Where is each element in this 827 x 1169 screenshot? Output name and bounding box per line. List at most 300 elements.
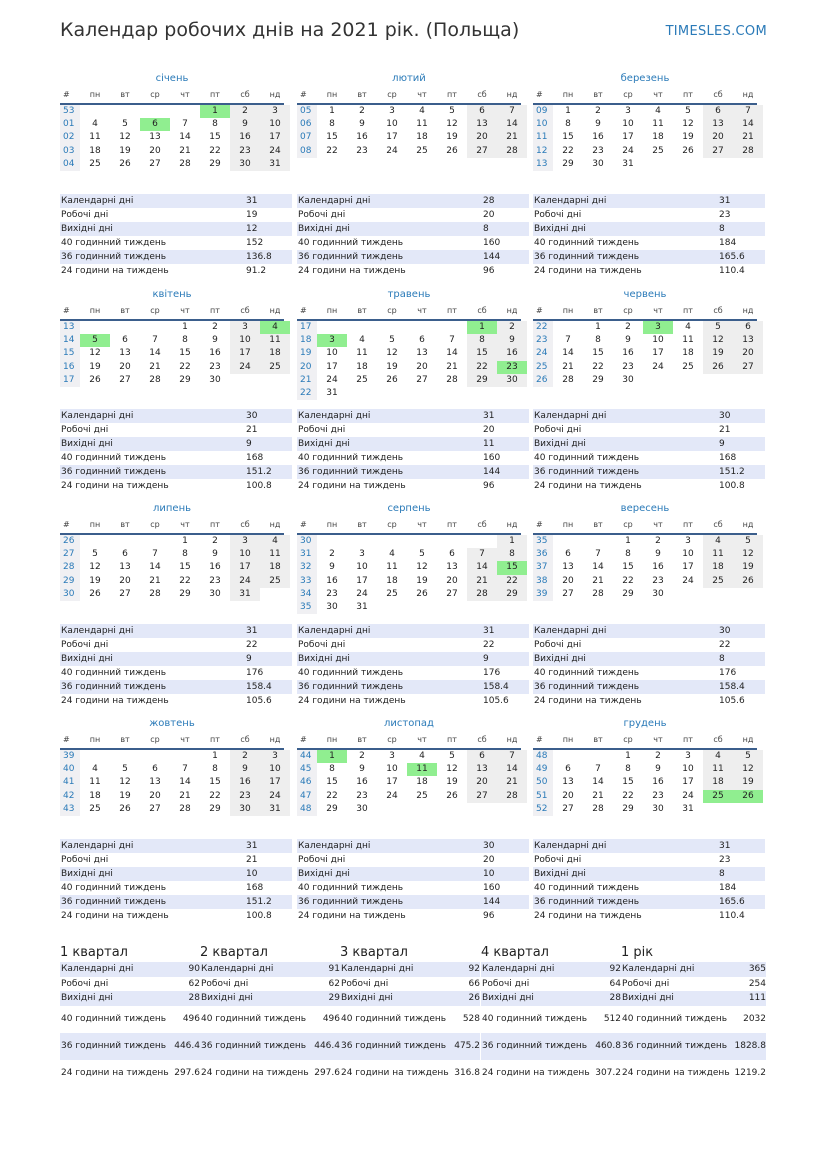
stat-label: Календарні дні <box>61 411 134 421</box>
stat-value: 158.4 <box>246 682 272 693</box>
day-cell: 7 <box>497 105 527 118</box>
day-cell: 9 <box>655 764 661 775</box>
stat-label: 40 годинний тиждень <box>298 238 404 249</box>
day-cell <box>377 601 407 614</box>
stat-value: 30 <box>719 411 731 421</box>
day-cell: 6 <box>733 321 763 334</box>
week-row <box>60 334 284 347</box>
day-cell: 25 <box>703 575 733 588</box>
weekday-label: сб <box>240 90 250 99</box>
quarter-row <box>481 962 621 977</box>
quarter-value: 2032 <box>743 1014 766 1024</box>
weekday-label: ср <box>623 306 633 315</box>
month-name: січень <box>155 73 189 84</box>
stat-row <box>297 264 529 278</box>
day-cell: 17 <box>260 131 290 144</box>
stat-label: Вихідні дні <box>61 224 113 235</box>
day-cell: 8 <box>625 549 631 560</box>
stat-value: 8 <box>719 654 725 665</box>
quarter-label: Вихідні дні <box>622 993 674 1004</box>
month-calendar <box>533 288 757 387</box>
week-number: 35 <box>297 601 317 614</box>
quarter-label: Вихідні дні <box>482 993 534 1004</box>
week-row <box>533 750 757 763</box>
week-number: 20 <box>297 361 317 374</box>
stat-value: 158.4 <box>719 682 745 693</box>
day-cell: 5 <box>733 535 763 548</box>
week-number: 11 <box>533 131 553 144</box>
stat-label: 36 годинний тиждень <box>298 467 404 478</box>
stat-row <box>60 881 292 895</box>
stat-value: 96 <box>483 911 495 922</box>
stat-value: 144 <box>483 467 501 478</box>
day-cell: 18 <box>89 790 101 801</box>
stat-value: 8 <box>719 869 725 880</box>
quarter-row <box>200 1033 340 1060</box>
quarter-value: 475.2 <box>454 1041 480 1051</box>
week-number: 27 <box>60 548 80 561</box>
day-cell: 8 <box>595 335 601 346</box>
week-number: 51 <box>533 790 553 803</box>
day-cell: 21 <box>149 361 161 372</box>
stat-label: Календарні дні <box>298 841 371 851</box>
stat-label: 36 годинний тиждень <box>61 897 167 908</box>
day-cell: 22 <box>326 145 338 156</box>
stat-row <box>60 867 292 881</box>
stat-label: Робочі дні <box>298 855 346 866</box>
day-cell: 12 <box>386 348 398 359</box>
quarter-label: Календарні дні <box>341 964 414 975</box>
quarter-row <box>60 1033 200 1060</box>
stat-row <box>60 236 292 250</box>
quarter-label: 24 години на тиждень <box>482 1068 590 1078</box>
day-cell: 6 <box>449 549 455 560</box>
weekday-label: # <box>536 306 543 315</box>
weekday-label: нд <box>269 520 281 529</box>
day-cell: 26 <box>446 790 458 801</box>
weekday-label: чт <box>653 735 663 744</box>
day-cell: 15 <box>562 132 574 143</box>
stat-row <box>533 479 765 493</box>
month-name: липень <box>152 503 191 514</box>
stat-value: 23 <box>719 855 731 866</box>
day-cell: 25 <box>356 374 368 385</box>
day-cell <box>733 588 763 601</box>
stat-row <box>297 437 529 451</box>
stat-label: Календарні дні <box>61 626 134 636</box>
stat-value: 105.6 <box>719 696 745 707</box>
stat-row <box>60 208 292 222</box>
day-cell: 2 <box>655 536 661 546</box>
stat-label: 40 годинний тиждень <box>298 668 404 679</box>
weekday-label: чт <box>417 520 427 529</box>
day-cell: 11 <box>416 119 428 130</box>
day-cell <box>317 535 347 548</box>
weekday-label: # <box>300 520 307 529</box>
day-cell: 11 <box>407 763 437 776</box>
weekday-label: # <box>536 520 543 529</box>
stat-row <box>533 208 765 222</box>
quarter-row <box>481 1060 621 1087</box>
stat-row <box>297 839 529 853</box>
day-cell: 9 <box>497 334 527 347</box>
day-cell: 28 <box>592 588 604 599</box>
quarter-label: Робочі дні <box>61 978 109 989</box>
stat-label: 24 години на тиждень <box>298 911 406 922</box>
stat-row <box>60 680 292 694</box>
site-link[interactable]: TIMESLES.COM <box>665 24 767 39</box>
day-cell: 27 <box>562 803 574 814</box>
week-number: 48 <box>533 750 553 763</box>
weekday-label: нд <box>742 90 754 99</box>
day-cell: 14 <box>446 348 458 359</box>
day-cell: 10 <box>356 562 368 573</box>
stat-label: Вихідні дні <box>298 654 350 665</box>
day-cell: 21 <box>149 575 161 586</box>
weekday-label: нд <box>269 90 281 99</box>
day-cell: 8 <box>212 119 218 130</box>
stat-label: Календарні дні <box>61 841 134 851</box>
day-cell <box>407 387 437 400</box>
day-cell: 11 <box>89 132 101 143</box>
day-cell <box>553 321 583 334</box>
day-cell: 3 <box>685 751 691 761</box>
day-cell: 22 <box>179 575 191 586</box>
quarter-row <box>60 962 200 977</box>
day-cell: 3 <box>230 321 260 334</box>
weekday-label: чт <box>417 735 427 744</box>
quarter-summary <box>340 944 480 1087</box>
day-cell: 21 <box>592 575 604 586</box>
day-cell <box>377 535 407 548</box>
day-cell: 27 <box>119 374 131 385</box>
day-cell: 25 <box>260 575 290 588</box>
quarter-row <box>60 977 200 992</box>
stat-value: 30 <box>719 626 731 636</box>
page-title: Календар робочих днів на 2021 рік. (Польща) <box>60 19 520 41</box>
week-row <box>297 321 521 334</box>
day-cell: 5 <box>685 106 691 116</box>
week-row <box>297 131 521 144</box>
stat-row <box>60 222 292 236</box>
day-cell: 27 <box>467 145 497 158</box>
week-row <box>533 776 757 789</box>
month-stats <box>60 194 292 279</box>
day-cell: 7 <box>497 750 527 763</box>
day-cell: 27 <box>149 158 161 169</box>
stat-label: Вихідні дні <box>61 654 113 665</box>
month-calendar <box>60 72 284 171</box>
stat-value: 151.2 <box>719 467 745 478</box>
day-cell: 13 <box>149 777 161 788</box>
week-number: 23 <box>533 334 553 347</box>
week-number: 08 <box>297 145 317 158</box>
weekday-label: чт <box>653 306 663 315</box>
day-cell: 3 <box>643 321 673 334</box>
day-cell: 30 <box>356 803 368 814</box>
day-cell: 8 <box>212 764 218 775</box>
weekday-label: нд <box>506 306 518 315</box>
stat-label: Календарні дні <box>61 196 134 206</box>
day-cell: 10 <box>386 764 398 775</box>
stat-value: 165.6 <box>719 897 745 908</box>
week-number: 39 <box>60 750 80 763</box>
stat-row <box>533 881 765 895</box>
quarter-value: 297.6 <box>174 1068 200 1078</box>
stat-value: 160 <box>483 883 501 894</box>
day-cell <box>467 535 497 548</box>
quarter-row <box>200 977 340 992</box>
day-cell: 22 <box>209 145 221 156</box>
weekday-label: пт <box>447 90 457 99</box>
weekday-label: нд <box>742 520 754 529</box>
quarter-value: 28 <box>188 993 200 1004</box>
day-cell: 31 <box>260 158 290 171</box>
day-cell: 1 <box>625 751 631 761</box>
day-cell: 7 <box>733 105 763 118</box>
day-cell: 9 <box>359 119 365 130</box>
day-cell: 26 <box>733 575 763 588</box>
stat-row <box>533 624 765 638</box>
day-cell: 4 <box>359 335 365 346</box>
day-cell: 8 <box>467 334 497 347</box>
day-cell: 13 <box>416 348 428 359</box>
stat-label: 36 годинний тиждень <box>298 252 404 263</box>
stat-label: Вихідні дні <box>298 869 350 880</box>
day-cell: 11 <box>356 348 368 359</box>
day-cell: 16 <box>622 348 634 359</box>
day-cell: 10 <box>386 119 398 130</box>
quarter-summary <box>621 944 766 1087</box>
stat-label: 40 годинний тиждень <box>534 883 640 894</box>
month-calendar <box>297 72 521 158</box>
stat-value: 96 <box>483 481 495 492</box>
quarter-row <box>340 1060 480 1087</box>
stat-value: 19 <box>246 210 258 221</box>
week-row <box>297 588 521 601</box>
stat-row <box>297 208 529 222</box>
weekday-label: сб <box>240 306 250 315</box>
day-cell: 4 <box>260 321 290 334</box>
quarter-value: 528 <box>462 1014 480 1024</box>
weekday-label: чт <box>417 90 427 99</box>
week-row <box>60 750 284 763</box>
day-cell: 27 <box>119 588 131 599</box>
weekday-label: сб <box>713 90 723 99</box>
stat-row <box>60 423 292 437</box>
day-cell: 18 <box>89 145 101 156</box>
day-cell: 7 <box>595 764 601 775</box>
week-number: 49 <box>533 763 553 776</box>
week-row <box>60 118 284 131</box>
week-row <box>533 763 757 776</box>
day-cell <box>407 321 437 334</box>
week-number: 04 <box>60 158 80 171</box>
week-number: 15 <box>60 347 80 360</box>
day-cell: 29 <box>622 803 634 814</box>
stat-row <box>60 437 292 451</box>
day-cell: 16 <box>209 562 221 573</box>
stat-value: 30 <box>246 411 258 421</box>
day-cell: 18 <box>416 777 428 788</box>
day-cell: 16 <box>652 777 664 788</box>
day-cell: 5 <box>419 549 425 560</box>
day-cell: 6 <box>467 105 497 118</box>
day-cell: 31 <box>260 803 290 816</box>
weekday-header <box>60 518 284 535</box>
stat-label: 24 години на тиждень <box>61 266 169 277</box>
weekday-label: вт <box>120 90 130 99</box>
day-cell: 21 <box>733 131 763 144</box>
day-cell: 28 <box>497 790 527 803</box>
quarter-value: 66 <box>468 978 480 989</box>
weekday-label: нд <box>506 735 518 744</box>
day-cell <box>140 105 170 118</box>
day-cell <box>467 803 497 816</box>
month-calendar <box>297 502 521 614</box>
week-number: 34 <box>297 588 317 601</box>
month-stats <box>297 409 529 494</box>
stat-row <box>60 895 292 909</box>
week-row <box>60 776 284 789</box>
day-cell: 25 <box>386 588 398 599</box>
stat-label: 36 годинний тиждень <box>61 252 167 263</box>
day-cell: 3 <box>359 549 365 560</box>
week-row <box>297 750 521 763</box>
day-cell <box>80 321 110 334</box>
day-cell <box>140 321 170 334</box>
stat-row <box>60 853 292 867</box>
stat-row <box>297 222 529 236</box>
stat-row <box>297 624 529 638</box>
day-cell: 1 <box>467 321 497 334</box>
week-number: 37 <box>533 561 553 574</box>
week-number: 05 <box>297 105 317 118</box>
week-row <box>60 321 284 334</box>
day-cell: 5 <box>122 119 128 130</box>
day-cell: 31 <box>682 803 694 814</box>
quarter-label: 36 годинний тиждень <box>201 1041 307 1051</box>
quarter-row <box>200 1006 340 1033</box>
day-cell: 26 <box>682 145 694 156</box>
stat-row <box>533 666 765 680</box>
day-cell <box>673 374 703 387</box>
month-name: грудень <box>623 718 667 729</box>
day-cell <box>733 374 763 387</box>
quarter-value: 307.2 <box>595 1068 621 1078</box>
month-stats <box>533 194 765 279</box>
day-cell <box>110 105 140 118</box>
stat-value: 96 <box>483 266 495 277</box>
month-calendar <box>60 502 284 601</box>
week-row <box>60 561 284 574</box>
day-cell: 24 <box>386 790 398 801</box>
day-cell: 19 <box>682 132 694 143</box>
stat-label: Робочі дні <box>298 640 346 651</box>
week-row <box>533 105 757 118</box>
month-stats <box>60 839 292 924</box>
day-cell: 9 <box>329 562 335 573</box>
month-stats <box>297 624 529 709</box>
day-cell: 6 <box>140 118 170 131</box>
day-cell <box>703 374 733 387</box>
stat-row <box>533 423 765 437</box>
quarter-row <box>481 977 621 992</box>
day-cell: 24 <box>682 790 694 801</box>
quarter-title: 1 квартал <box>60 945 128 960</box>
day-cell: 14 <box>497 118 527 131</box>
day-cell: 1 <box>182 322 188 332</box>
day-cell: 13 <box>562 777 574 788</box>
weekday-label: сб <box>713 520 723 529</box>
week-number: 52 <box>533 803 553 816</box>
weekday-label: сб <box>477 306 487 315</box>
weekday-label: ср <box>387 520 397 529</box>
day-cell: 1 <box>565 106 571 116</box>
quarter-value: 446.4 <box>314 1041 340 1051</box>
week-row <box>60 131 284 144</box>
stat-label: Вихідні дні <box>61 439 113 450</box>
day-cell: 12 <box>119 132 131 143</box>
day-cell: 6 <box>152 764 158 775</box>
weekday-label: чт <box>180 306 190 315</box>
day-cell: 22 <box>209 790 221 801</box>
week-number: 46 <box>297 776 317 789</box>
week-row <box>60 374 284 387</box>
day-cell: 9 <box>625 335 631 346</box>
day-cell: 26 <box>703 361 733 374</box>
month-name: квітень <box>152 289 192 300</box>
day-cell: 9 <box>212 335 218 346</box>
weekday-label: нд <box>506 90 518 99</box>
weekday-label: сб <box>713 735 723 744</box>
day-cell: 16 <box>230 776 260 789</box>
day-cell: 11 <box>89 777 101 788</box>
day-cell: 6 <box>565 764 571 775</box>
weekday-label: сб <box>477 735 487 744</box>
day-cell: 8 <box>497 548 527 561</box>
month-name: листопад <box>384 718 434 729</box>
day-cell: 19 <box>119 145 131 156</box>
day-cell: 13 <box>467 118 497 131</box>
week-row <box>297 535 521 548</box>
stat-row <box>533 451 765 465</box>
week-number: 28 <box>60 561 80 574</box>
day-cell: 30 <box>652 803 664 814</box>
stat-value: 20 <box>483 425 495 436</box>
day-cell: 8 <box>329 119 335 130</box>
weekday-label: # <box>63 735 70 744</box>
day-cell: 12 <box>446 764 458 775</box>
weekday-label: ср <box>150 306 160 315</box>
week-number: 24 <box>533 347 553 360</box>
week-number: 41 <box>60 776 80 789</box>
day-cell: 2 <box>212 536 218 546</box>
day-cell: 16 <box>209 348 221 359</box>
stat-row <box>533 895 765 909</box>
day-cell: 13 <box>562 562 574 573</box>
day-cell: 29 <box>562 158 574 169</box>
stat-value: 160 <box>483 238 501 249</box>
week-row <box>533 548 757 561</box>
weekday-label: пт <box>210 306 220 315</box>
day-cell: 8 <box>182 335 188 346</box>
day-cell: 3 <box>389 751 395 761</box>
stat-row <box>533 839 765 853</box>
stat-label: 40 годинний тиждень <box>298 883 404 894</box>
stat-value: 12 <box>246 224 258 235</box>
stat-value: 20 <box>483 855 495 866</box>
